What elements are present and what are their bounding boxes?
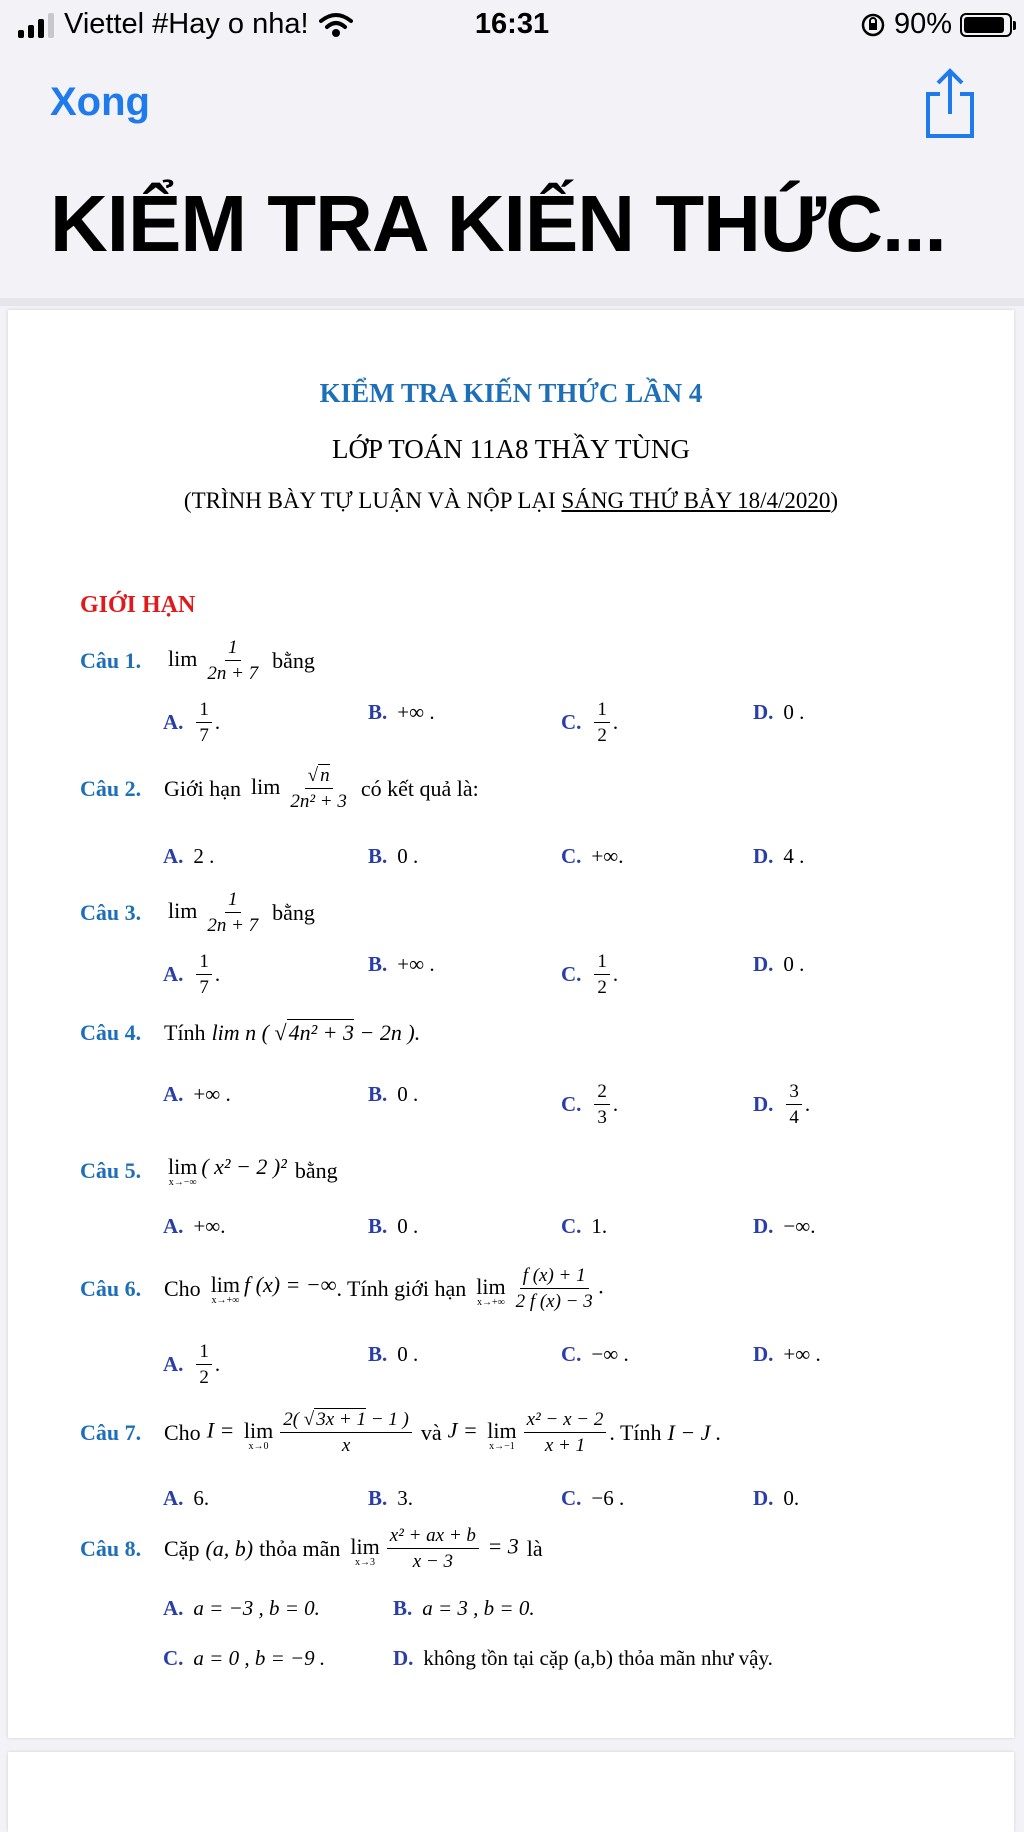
carrier-name: Viettel #Hay o nha! — [64, 8, 309, 40]
option-c[interactable]: C. a = 0 , b = −9 . — [163, 1646, 326, 1670]
question-6: Câu 6. Cho lim x→+∞ f (x) = −∞ . Tính giới hạn lim x→+∞ $\frac{f (x) + 1}{2 f (x) - 3}$ . — [80, 1265, 605, 1312]
option-c[interactable]: C. 1. — [561, 1214, 608, 1238]
doc-deadline: SÁNG THỨ BẢY 18/4/2020 — [561, 488, 831, 513]
doc-note: (TRÌNH BÀY TỰ LUẬN VÀ NỘP LẠI SÁNG THỨ BẢY 18/4/2020) — [183, 488, 839, 513]
option-c[interactable]: C. +∞. — [561, 844, 624, 868]
option-a[interactable]: A. +∞. — [163, 1214, 226, 1238]
option-a[interactable]: A. +∞ . — [163, 1082, 231, 1106]
page-title: KIỂM TRA KIẾN THỨC... — [50, 179, 946, 268]
document-page — [8, 310, 1014, 1738]
question-2: Câu 2. Giới hạn lim $\frac{√ n}{\text{2n² + 3}}$ có kết quả là: — [80, 765, 479, 812]
share-icon[interactable] — [922, 68, 978, 140]
orientation-lock-icon — [860, 12, 886, 38]
question-4: Câu 4. Tính lim n ( √4n² + 3 − 2n ). — [80, 1020, 421, 1045]
section-heading: GIỚI HẠN — [80, 592, 196, 618]
option-d[interactable]: D. không tồn tại cặp (a,b) thỏa mãn như vậy. — [393, 1646, 773, 1670]
option-a[interactable]: A. 6. — [163, 1486, 210, 1510]
option-c[interactable]: C. $\frac{1}{2}$ . — [561, 951, 619, 998]
option-b[interactable]: B. 0 . — [368, 1342, 419, 1366]
question-5: Câu 5. lim x→−∞ ( x² − 2 )² bằng — [80, 1154, 338, 1188]
question-7: Câu 7. Cho I = lim x→0 $\frac{2( √ 3x + 1 - 1 )}{x}$ và J = lim x→−1 $\frac{\text{x² − x − 2}}{x + 1}$ . Tính I − J . — [80, 1409, 722, 1456]
option-a[interactable]: A. a = −3 , b = 0. — [163, 1596, 320, 1620]
battery-group — [860, 8, 1012, 41]
doc-title: KIỂM TRA KIẾN THỨC LẦN 4 — [319, 378, 703, 408]
question-3: Câu 3. lim $\frac{1}{2n + 7}$ bằng — [80, 889, 315, 936]
option-b[interactable]: B. 0 . — [368, 844, 419, 868]
status-bar — [0, 0, 1024, 52]
question-8: Câu 8. Cặp (a, b) thỏa mãn lim x→3 $\frac{\text{x² + ax + b}}{x - 3}$ = 3 là — [80, 1525, 543, 1572]
option-c[interactable]: C. $\frac{2}{3}$ . — [561, 1081, 619, 1128]
option-d[interactable]: D. 0. — [753, 1486, 800, 1510]
option-b[interactable]: B. +∞ . — [368, 952, 435, 976]
clock: 16:31 — [474, 8, 550, 40]
option-d[interactable]: D. +∞ . — [753, 1342, 821, 1366]
divider — [0, 298, 1024, 306]
option-d[interactable]: D. 4 . — [753, 844, 805, 868]
question-1: Câu 1. lim $\frac{1}{2n + 7}$ bằng — [80, 637, 315, 684]
done-button[interactable]: Xong — [50, 80, 150, 124]
option-c[interactable]: C. $\frac{1}{2}$ . — [561, 699, 619, 746]
option-a[interactable]: A. 2 . — [163, 844, 215, 868]
option-d[interactable]: D. 0 . — [753, 700, 805, 724]
option-c[interactable]: C. −6 . — [561, 1486, 625, 1510]
option-b[interactable]: B. +∞ . — [368, 700, 435, 724]
document-page-next — [8, 1752, 1014, 1832]
option-b[interactable]: B. a = 3 , b = 0. — [393, 1596, 535, 1620]
doc-subtitle: LỚP TOÁN 11A8 THẦY TÙNG — [331, 434, 690, 464]
option-d[interactable]: D. 0 . — [753, 952, 805, 976]
option-b[interactable]: B. 0 . — [368, 1082, 419, 1106]
battery-percent: 90% — [893, 8, 952, 40]
option-a[interactable]: A. $\frac{1}{7}$ . — [163, 951, 221, 998]
option-b[interactable]: B. 3. — [368, 1486, 414, 1510]
battery-icon — [960, 13, 1012, 37]
option-a[interactable]: A. $\frac{1}{2}$ . — [163, 1341, 221, 1388]
option-d[interactable]: D. $\frac{3}{4}$ . — [753, 1081, 811, 1128]
option-a[interactable]: A. $\frac{1}{7}$ . — [163, 699, 221, 746]
option-d[interactable]: D. −∞. — [753, 1214, 816, 1238]
option-c[interactable]: C. −∞ . — [561, 1342, 629, 1366]
option-b[interactable]: B. 0 . — [368, 1214, 419, 1238]
